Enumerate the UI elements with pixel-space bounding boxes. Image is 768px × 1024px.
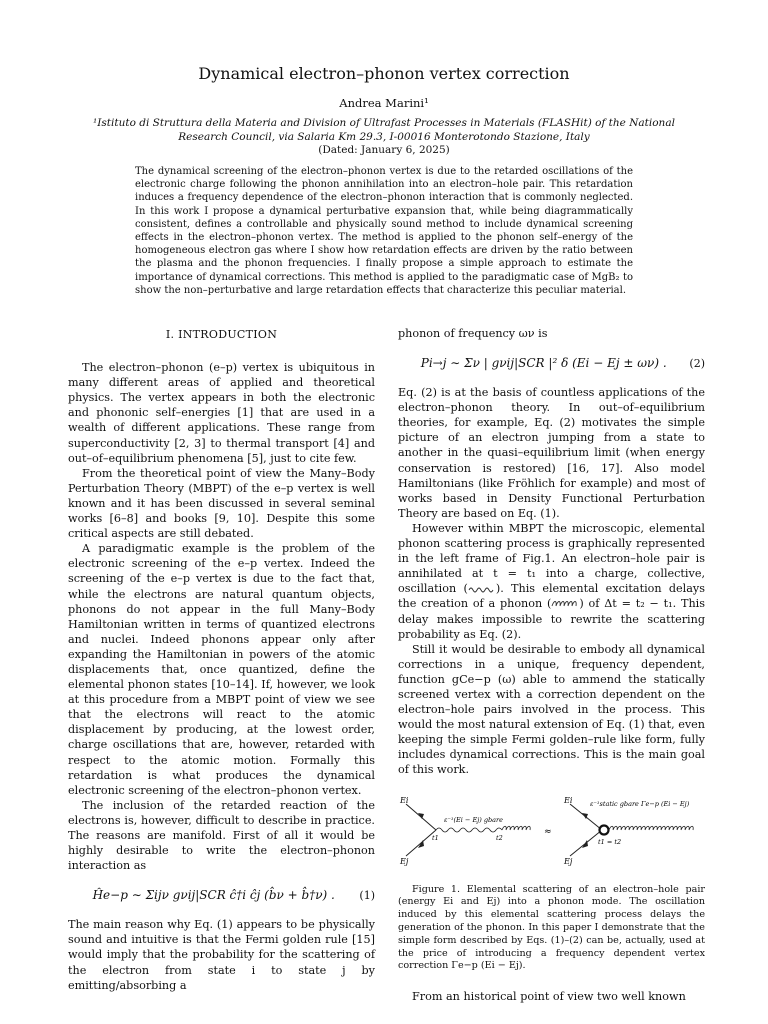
label-t1-t2: t1 = t2 — [598, 837, 622, 846]
author-name: Andrea Marini¹ — [339, 96, 429, 110]
paragraph: However within MBPT the microscopic, elemental phonon scattering process is graphically represented in the left frame of Fig.1. An electron–hole pair is annihilated at t = t₁ into a charge, collective, oscillation ( ). This elemental excitation delays the creation of a phonon ( ) of Δt = t₂ − t₁. This delay makes impossible to rewrite the scattering probability as Eq. (2). — [398, 521, 705, 641]
coil-line-icon — [551, 600, 579, 609]
phonon-line — [502, 826, 530, 830]
figure-caption: Figure 1. Elemental scattering of an electron–hole pair (energy Ei and Ej) into a phonon mode. The oscillation induced by this elemental scattering process delays the generation of the phonon. In this paper I demonstrate that the simple form described by Eqs. (1)–(2) can be, actually, used at the price of introducing a frequency dependent vertex correction Γe−p (Ei − Ej). — [398, 883, 705, 972]
equation-body: Ĥe−p ∼ Σijν gνij|SCR ĉ†i ĉj (b̂ν + b̂†ν) . — [92, 887, 335, 902]
arrow-icon — [418, 813, 424, 819]
paragraph: Eq. (2) is at the basis of countless applications of the electron–phonon theory. In out–of–equilibrium theories, for example, Eq. (2) motivates the simple picture of an electron jumping from a state to another in the quasi–equilibrium limit (when energy conservation is restored) [16, 17]. Also model Hamiltonians (like Fröhlich for example) and most of works based in Density Functional Perturbation Theory are based on Eq. (1). — [398, 386, 705, 520]
label-ei: Ei — [400, 795, 409, 805]
paragraph: Still it would be desirable to embody all dynamical corrections in a unique, frequency dependent, function gCe−p (ω) able to ammend the statically screened vertex with a correction dependent on the electron–hole pairs involved in the process. This would the most natural extension of Eq. (1) that, even keeping the simple Fermi golden–rule like form, fully includes dynamical corrections. This is the main goal of this work. — [398, 642, 705, 777]
arrow-icon — [418, 840, 424, 848]
affiliation: ¹Istituto di Struttura della Materia and Division of Ultrafast Processes in Materials (FLASHit) of the National Research Council, via Salaria Km 29.3, I-00016 Monterotondo Stazione, Italy — [93, 117, 675, 143]
arrow-icon — [582, 840, 588, 848]
paragraph: The main reason why Eq. (1) appears to be physically sound and intuitive is that the Fermi golden rule [15] would imply that the probability for the scattering of the electron from state i to state j by emitting/absorbing a — [68, 918, 375, 992]
paragraph: From the theoretical point of view the Many–Body Perturbation Theory (MBPT) of the e–p vertex is well known and it has been discussed in several seminal works [6–8] and books [9, 10]. Despite this some critical aspects are still debated. — [68, 466, 375, 541]
vertex-dot-icon — [600, 825, 609, 834]
wavy-line-icon — [468, 585, 496, 594]
phonon-line — [609, 826, 693, 830]
approx-symbol: ≈ — [544, 826, 552, 837]
equation-number: (1) — [359, 888, 375, 902]
section-heading: I. INTRODUCTION — [165, 328, 278, 341]
equation-1 — [68, 877, 375, 913]
equation-body: Pi→j ∼ Σν | gνij|SCR |² δ (Ei − Ej ± ων) . — [420, 355, 667, 370]
paper-title: Dynamical electron–phonon vertex correction — [198, 64, 570, 83]
left-column — [68, 326, 375, 993]
equation-number: (2) — [689, 356, 705, 370]
abstract: The dynamical screening of the electron–phonon vertex is due to the retarded oscillations of the electronic charge following the phonon annihilation into an electron–hole pair. This retardation induces a frequency dependence of the electron–phonon interaction that is commonly neglected. In this work I propose a dynamical perturbative expansion that, while being diagrammatically consistent, defines a controllable and physically sound method to include dynamical screening effects in the electron–phonon vertex. The method is applied to the phonon self–energy of the homogeneous electron gas where I show how retardation effects are driven by the ratio between the plasma and the phonon frequencies. I finally propose a simple approach to estimate the importance of dynamical corrections. This method is applied to the paradigmatic case of MgB₂ to show the non–perturbative and large retardation effects that characterize this peculiar material. — [135, 166, 633, 296]
paragraph: phonon of frequency ων is — [398, 327, 548, 340]
label-t2: t2 — [496, 833, 503, 842]
paragraph: The electron–phonon (e–p) vertex is ubiquitous in many different areas of applied and theoretical physics. The vertex appears in both the electronic and phononic self–energies [1] that are used in a wealth of different applications. These range from superconductivity [2, 3] to thermal transport [4] and out–of–equilibrium phenomena [5], just to cite few. — [68, 361, 375, 465]
label-ei: Ei — [564, 795, 573, 805]
feynman-diagram — [398, 792, 705, 870]
label-vertex-left: ε⁻¹(Ei − Ej) gbare — [444, 815, 503, 824]
label-ej: Ej — [564, 856, 573, 866]
equation-2 — [398, 345, 705, 381]
label-vertex-right: ε⁻¹static gbare Γe−p (Ei − Ej) — [590, 799, 690, 808]
date-line: (Dated: January 6, 2025) — [318, 144, 450, 156]
label-t1: t1 — [432, 833, 439, 842]
right-column — [398, 326, 705, 1004]
paragraph: From an historical point of view two well known — [412, 990, 686, 1004]
paragraph: A paradigmatic example is the problem of the electronic screening of the e–p vertex. Indeed the screening of the e–p vertex is due to the fact that, while the electrons are natural quantum objects, phonons do not appear in the full Many–Body Hamiltonian written in terms of quantized electrons and nuclei. Indeed phonons appear only after expanding the Hamiltonian in powers of the atomic displacements that, once quantized, define the elemental phonon states [10–14]. If, however, we look at this procedure from a MBPT point of view we see that the electrons will react to the atomic displacement by producing, at the lowest order, charge oscillations that are, however, retarded with respect to the atomic motion. Formally this retardation is what produces the dynamical electronic screening of the electron–phonon vertex. — [68, 542, 375, 797]
label-ej: Ej — [400, 856, 409, 866]
paragraph: The inclusion of the retarded reaction of the electrons is, however, difficult to describe in practice. The reasons are manifold. First of all it would be highly desirable to write the electron–phonon interaction as — [68, 798, 375, 873]
charge-oscillation-line — [436, 828, 502, 832]
figure-1-diagram — [398, 792, 705, 870]
